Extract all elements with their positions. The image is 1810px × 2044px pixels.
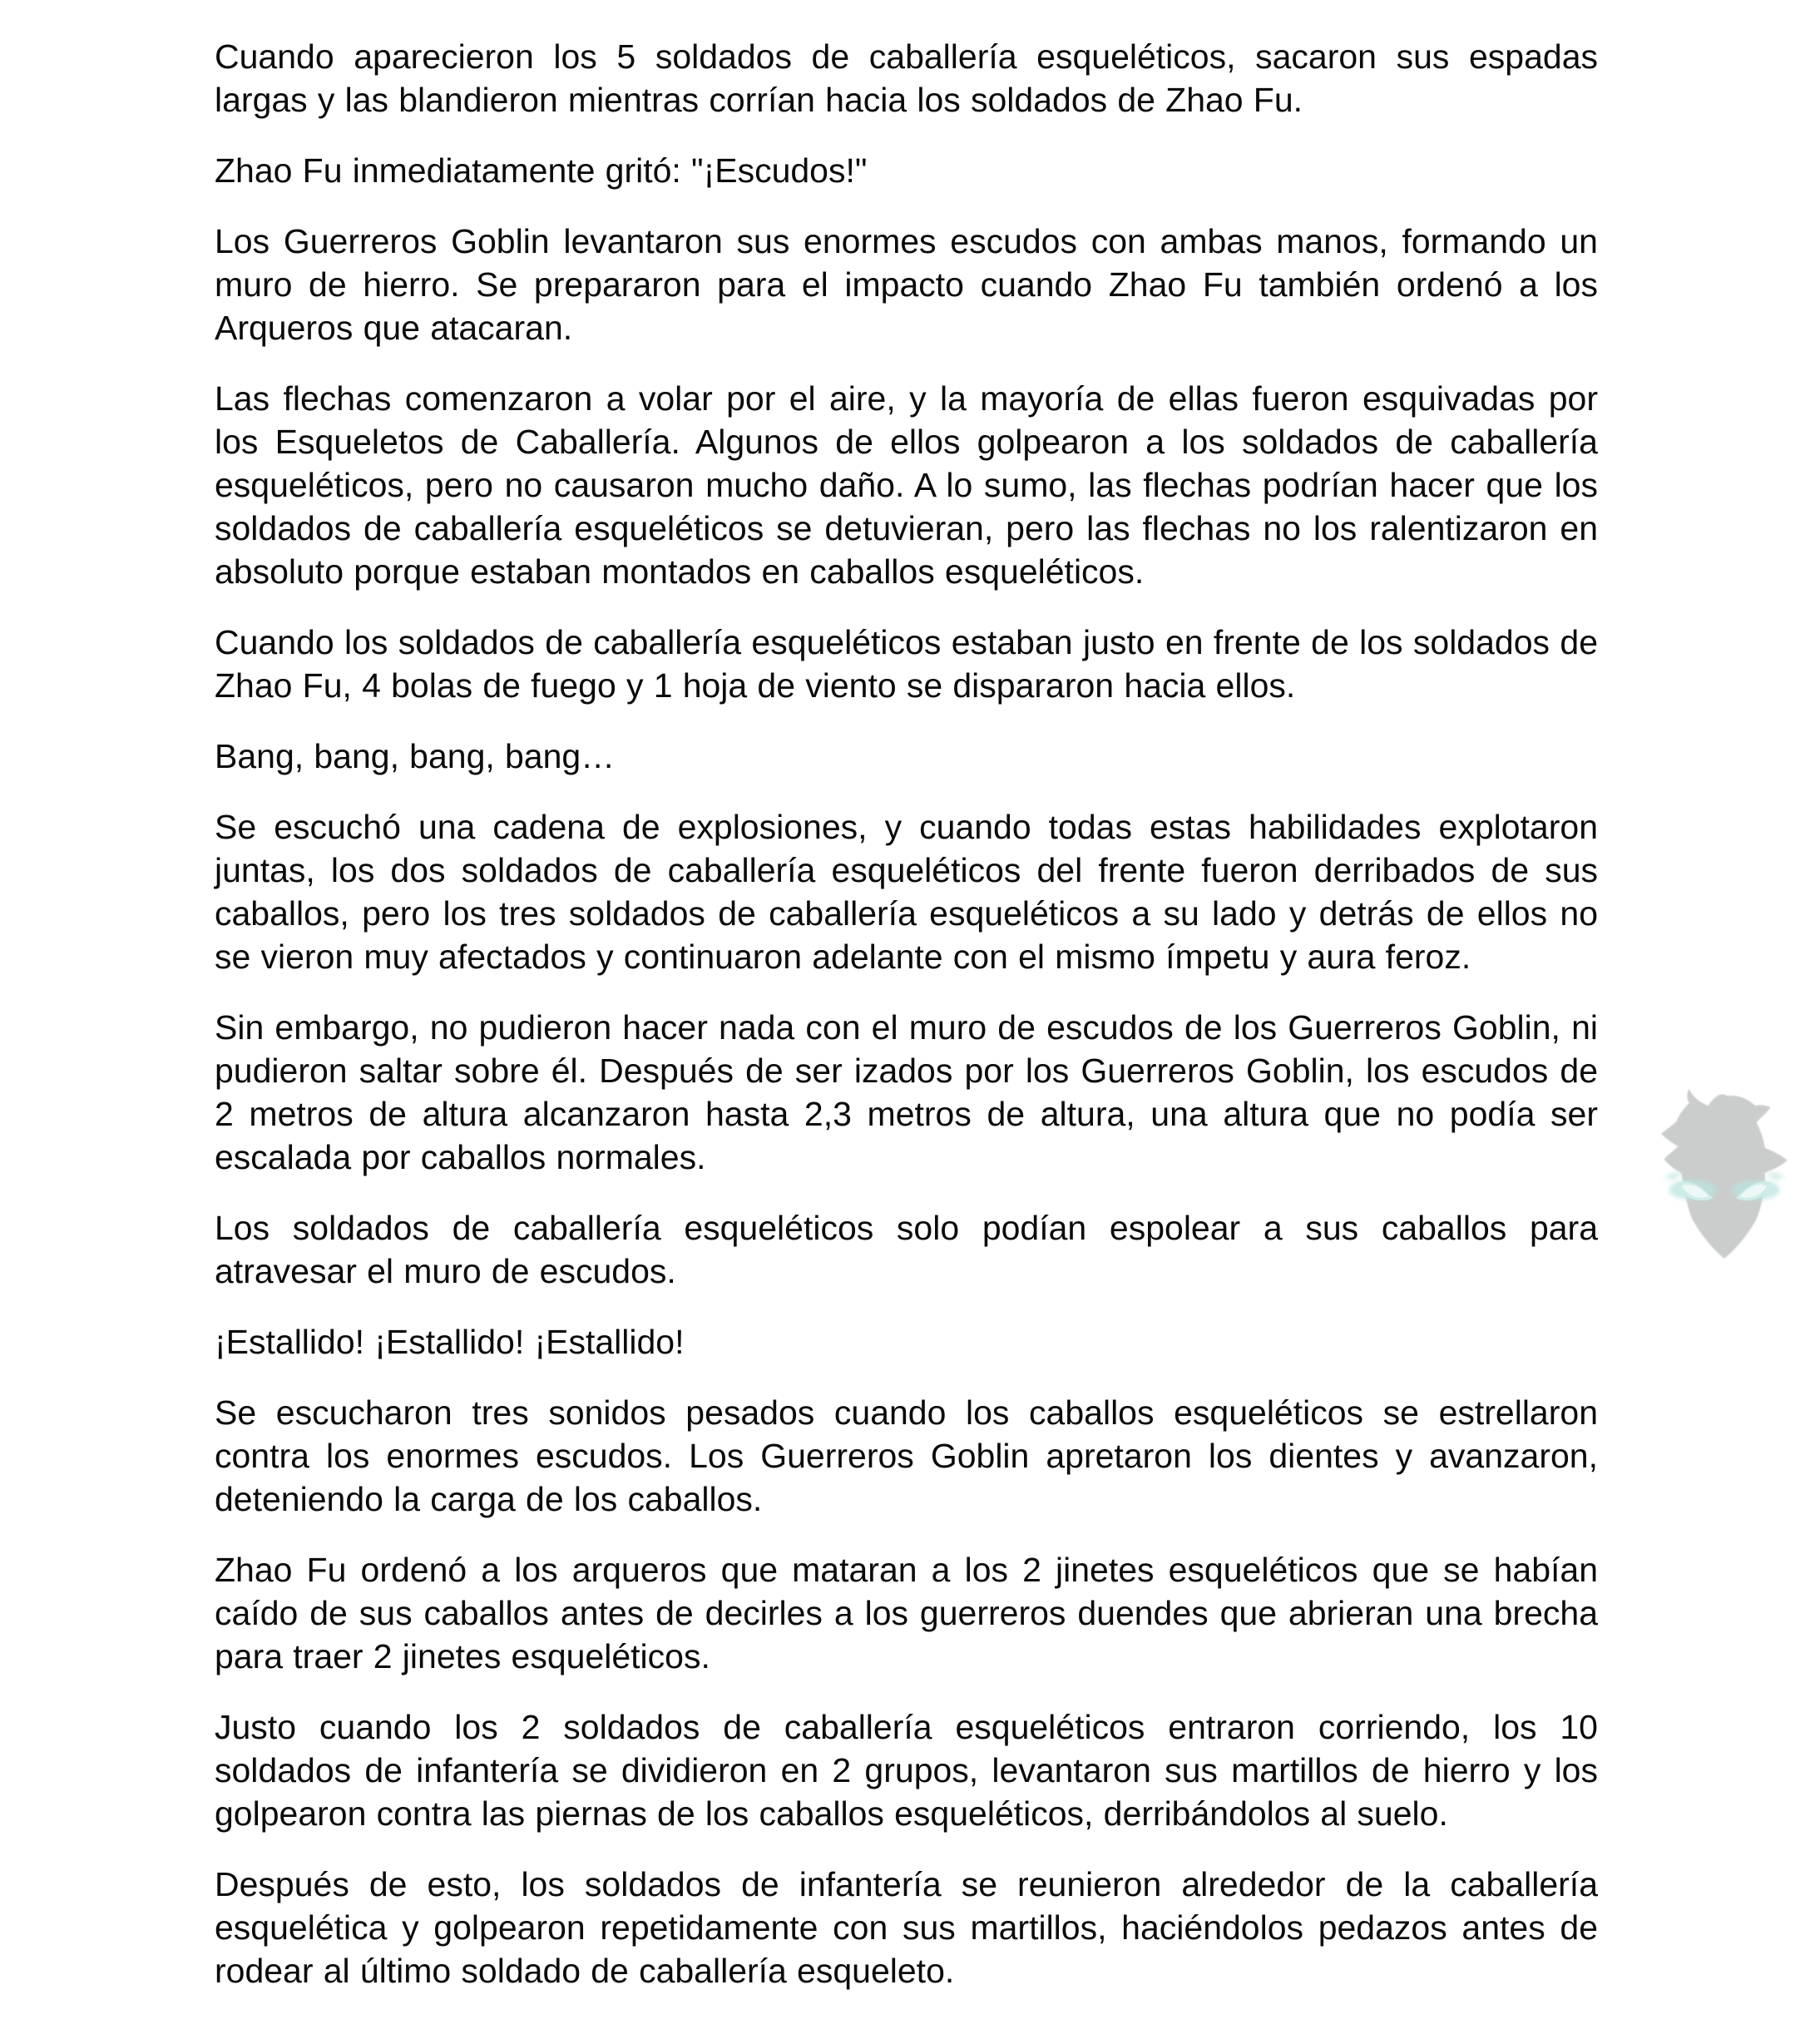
paragraph-9: Los soldados de caballería esqueléticos solo podían espolear a sus caballos para atravesar el muro de escudos.	[215, 1209, 1598, 1290]
paragraph-8: Sin embargo, no pudieron hacer nada con el muro de escudos de los Guerreros Goblin, ni pudieron saltar sobre él. Después de ser izados por los Guerreros Goblin, los escudos de 2 metros de altura alcanzaron hasta 2,3 metros de altura, una altura que no podía ser escalada por caballos normales.	[215, 1008, 1598, 1176]
watermark-flame-wisp-right	[1763, 1172, 1786, 1181]
paragraph-5: Cuando los soldados de caballería esqueléticos estaban justo en frente de los soldados de Zhao Fu, 4 bolas de fuego y 1 hoja de viento se dispararon hacia ellos.	[215, 623, 1598, 705]
paragraph-3: Los Guerreros Goblin levantaron sus enormes escudos con ambas manos, formando un muro de hierro. Se prepararon para el impacto cuando Zhao Fu también ordenó a los Arqueros que atacaran.	[215, 222, 1598, 347]
paragraph-13: Justo cuando los 2 soldados de caballería esqueléticos entraron corriendo, los 10 soldados de infantería se dividieron en 2 grupos, levantaron sus martillos de hierro y los golpearon contra las piernas de los caballos esqueléticos, derribándolos al suelo.	[215, 1708, 1598, 1833]
watermark-head-silhouette	[1661, 1089, 1788, 1259]
watermark-eye-core-right	[1740, 1185, 1767, 1198]
paragraph-10: ¡Estallido! ¡Estallido! ¡Estallido!	[215, 1323, 685, 1361]
paragraph-1: Cuando aparecieron los 5 soldados de caballería esqueléticos, sacaron sus espadas largas y las blandieron mientras corrían hacia los soldados de Zhao Fu.	[215, 37, 1598, 119]
watermark-flame-wisp-left	[1663, 1172, 1685, 1181]
watermark-eye-left	[1675, 1181, 1714, 1200]
watermark-eye-halo-right	[1732, 1180, 1779, 1200]
paragraph-7: Se escuchó una cadena de explosiones, y cuando todas estas habilidades explotaron juntas, los dos soldados de caballería esqueléticos del frente fueron derribados de sus caballos, pero los tres soldados de caballería esqueléticos a su lado y detrás de ellos no se vieron muy afectados y continuaron adelante con el mismo ímpetu y aura feroz.	[215, 808, 1598, 976]
paragraph-12: Zhao Fu ordenó a los arqueros que mataran a los 2 jinetes esqueléticos que se habían caído de sus caballos antes de decirles a los guerreros duendes que abrieran una brecha para traer 2 jinetes esqueléticos.	[215, 1551, 1598, 1675]
paragraph-4: Las flechas comenzaron a volar por el aire, y la mayoría de ellas fueron esquivadas por los Esqueletos de Caballería. Algunos de ellos golpearon a los soldados de caballería esqueléticos, pero no causaron mucho daño. A lo sumo, las flechas podrían hacer que los soldados de caballería esqueléticos se detuvieran, pero las flechas no los ralentizaron en absoluto porque estaban montados en caballos esqueléticos.	[215, 379, 1598, 591]
watermark-eye-right	[1735, 1181, 1773, 1200]
demon-head-watermark-icon	[1654, 1075, 1795, 1263]
watermark-eye-core-left	[1682, 1185, 1709, 1198]
document-body	[215, 35, 1598, 1992]
watermark-eye-halo-left	[1669, 1180, 1716, 1200]
paragraph-11: Se escucharon tres sonidos pesados cuando los caballos esqueléticos se estrellaron contra los enormes escudos. Los Guerreros Goblin apretaron los dientes y avanzaron, deteniendo la carga de los caballos.	[215, 1393, 1598, 1518]
paragraph-14: Después de esto, los soldados de infantería se reunieron alrededor de la caballería esquelética y golpearon repetidamente con sus martillos, haciéndolos pedazos antes de rodear al último soldado de caballería esqueleto.	[215, 1865, 1598, 1990]
paragraph-2: Zhao Fu inmediatamente gritó: "¡Escudos!"	[215, 151, 868, 190]
paragraph-6: Bang, bang, bang, bang…	[215, 737, 616, 775]
